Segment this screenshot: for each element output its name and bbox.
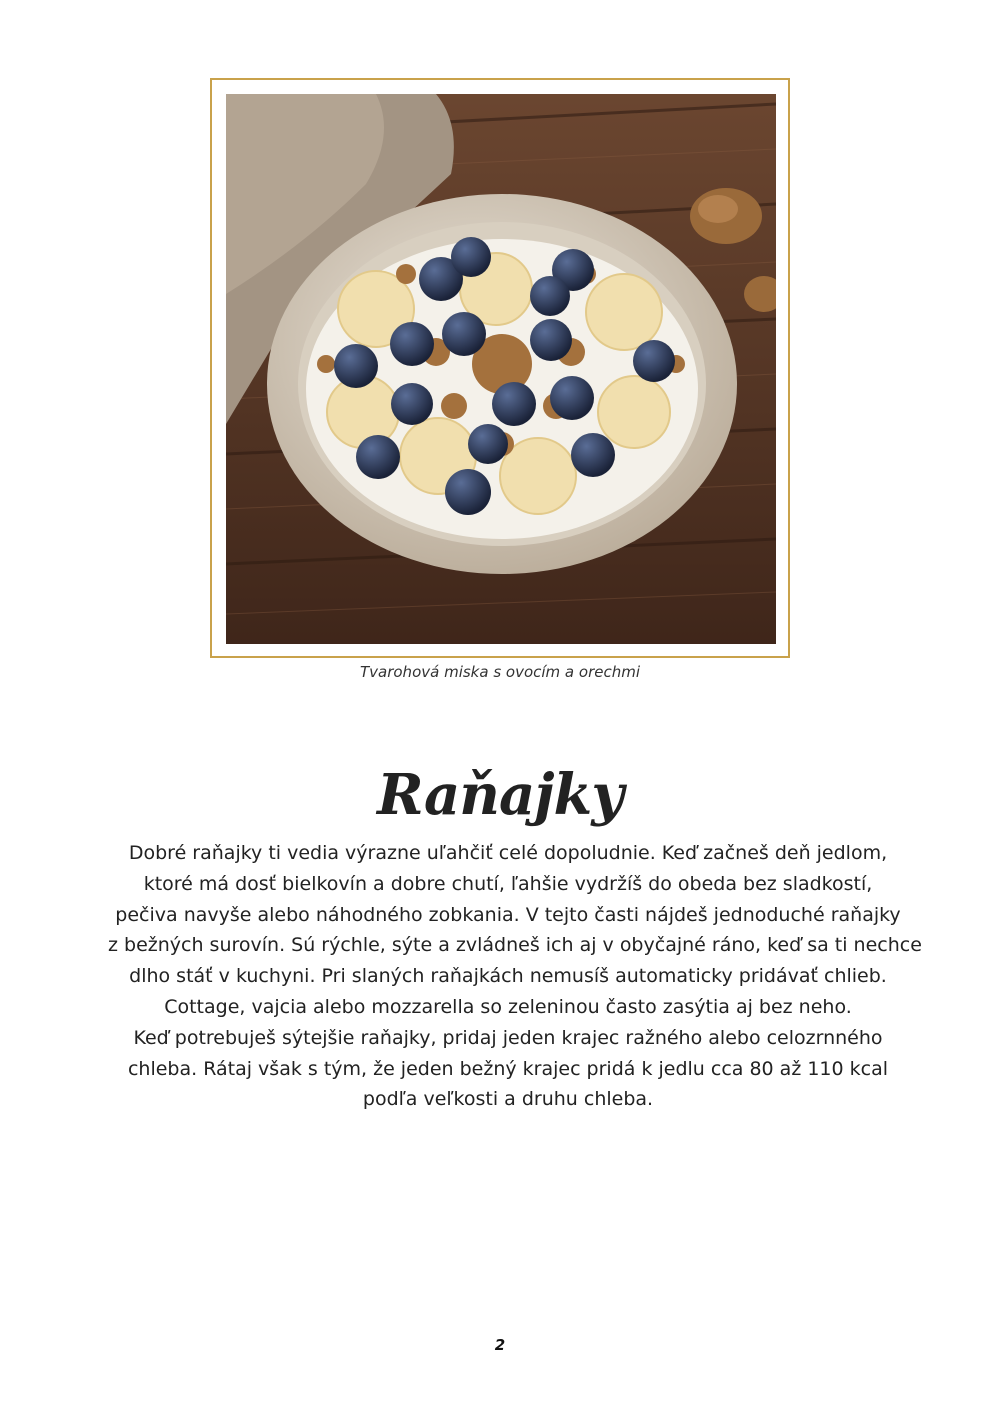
section-body <box>108 838 922 1115</box>
body-line: Dobré raňajky ti vedia výrazne uľahčiť celé dopoludnie. Keď začneš deň jedlom, <box>128 842 888 864</box>
body-line: ktoré má dosť bielkovín a dobre chutí, ľahšie vydržíš do obeda bez sladkostí, <box>143 872 873 895</box>
body-line: Keď potrebuješ sýtejšie raňajky, pridaj jeden krajec ražného alebo celozrnného <box>133 1026 883 1049</box>
section-title: Raňajky <box>377 762 623 828</box>
photo-frame <box>210 78 790 658</box>
body-line: pečiva navyše alebo náhodného zobkania. V tejto časti nájdeš jednoduché raňajky <box>115 903 901 926</box>
body-line: podľa veľkosti a druhu chleba. <box>362 1088 654 1111</box>
page-number: 2 <box>494 1336 506 1354</box>
body-line: dlho stáť v kuchyni. Pri slaných raňajkách nemusíš automaticky pridávať chlieb. <box>129 965 887 988</box>
body-line: Cottage, vajcia alebo mozzarella so zeleninou často zasýtia aj bez neho. <box>164 995 852 1018</box>
body-line: z bežných surovín. Sú rýchle, sýte a zvládneš ich aj v obyčajné ráno, keď sa ti nechce <box>108 934 922 957</box>
body-line: chleba. Rátaj však s tým, že jeden bežný krajec pridá k jedlu cca 80 až 110 kcal <box>127 1057 889 1080</box>
photo-caption: Tvarohová miska s ovocím a orechmi <box>359 663 640 681</box>
breakfast-bowl-photo <box>226 94 776 644</box>
